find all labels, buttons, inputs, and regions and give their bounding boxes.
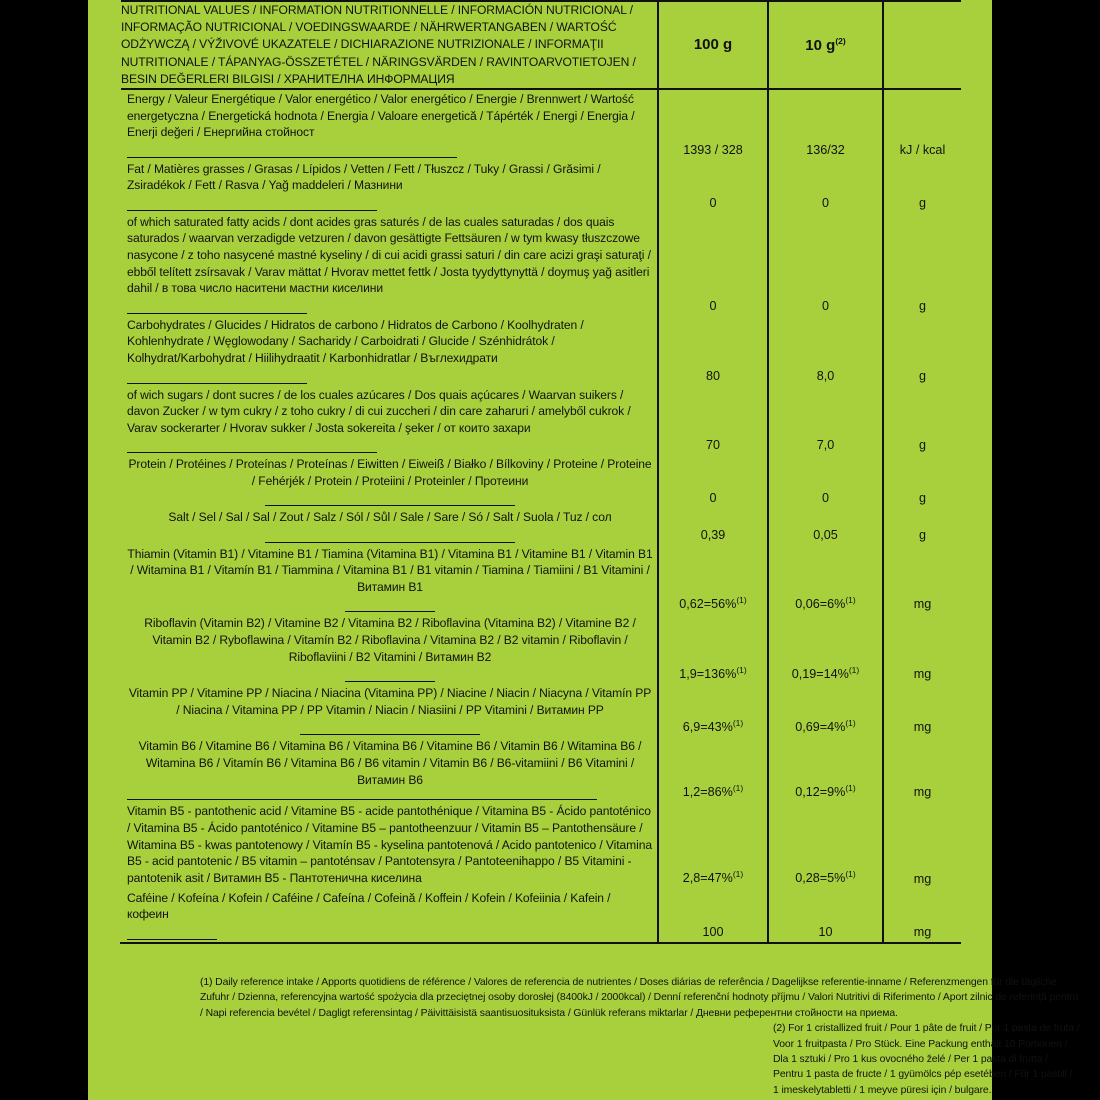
row-value-100g: 1393 / 328 <box>658 89 768 160</box>
rule <box>127 146 457 157</box>
rule <box>127 928 217 939</box>
row-label-riboflavin: Riboflavin (Vitamin B2) / Vitamine B2 / Vitamina B2 / Riboflavina (Vitamina B2) / Vitamine B2 / Vitamin B2 / Ryboflawina / Vitamín B2 / Riboflavina / Vitamina B2 / B2 vitamin / Riboflavin / Riboflaviini / B2 Vitamini / Витамин B2 <box>144 616 636 664</box>
table-row <box>121 316 961 386</box>
rule <box>345 671 435 682</box>
row-label-protein: Protein / Protéines / Proteínas / Proteínas / Eiwitten / Eiweiß / Białko / Bílkoviny / Proteine / Proteine / Fehérjék / Protein / Proteiini / Proteinler / Протеини <box>128 457 652 488</box>
rule <box>300 724 480 735</box>
table-row <box>121 508 961 544</box>
table-row <box>121 889 961 942</box>
row-value-10g-sup: (1) <box>845 595 856 606</box>
row-unit: mg <box>883 545 961 615</box>
rule <box>127 788 597 800</box>
row-label-salt: Salt / Sel / Sal / Sal / Zout / Salz / Sól / Sůl / Sale / Sare / Só / Salt / Suola / Tuz / сол <box>168 510 612 525</box>
row-value-100g: 1,2=86% <box>682 785 733 800</box>
rule <box>265 495 515 506</box>
row-value-10g-sup: (1) <box>845 718 856 729</box>
rule <box>265 531 515 542</box>
row-value-10g: 136/32 <box>768 89 883 160</box>
footnote-portion: (2) For 1 cristallized fruit / Pour 1 pâte de fruit / Por 1 pasta de fruta / Voor 1 fruitpasta / Pro Stück. Eine Packung enthält 10 Portionen / Dla 1 sztuki / Pro 1 kus ovocného želé / Per 1 pasta di frutta / Pentru 1 pasta de fructe / 1 gyümölcs pép esetében / För 1 pastill / 1 imeskelytabletti / 1 meyve püresi için / bulgare. <box>773 1023 1080 1096</box>
table-row <box>121 684 961 737</box>
row-value-100g: 0 <box>658 160 768 213</box>
row-value-10g: 0,69=4% <box>795 720 846 735</box>
row-value-100g: 2,8=47% <box>682 871 733 886</box>
footnote-daily-reference-intake: (1) Daily reference intake / Apports quotidiens de référence / Valores de referencia de nutrientes / Doses diárias de referência / Dagelijkse referentie-inname / Referenzmengen für die tägliche Zufuhr / Dzienna, referencyjna wartość spożycia dla przeciętnej osoby dorosłej (8400kJ / 2000kcal) / Denní referenční hodnoty příjmu / Valori Nutritivi di Riferimento / Aport zilnic de referinţă pentru / Napi referencia bevétel / Dagligt referensintag / Päivittäisistä saantisuosituksista / Günlük referans miktarlar / Дневни референтни стойности на приема. <box>200 977 1079 1019</box>
row-value-10g: 0 <box>768 213 883 316</box>
row-value-100g: 1,9=136% <box>679 667 737 682</box>
row-value-100g-sup: (1) <box>732 783 744 794</box>
row-unit: mg <box>883 889 961 942</box>
header-col-100g: 100 g <box>658 1 768 89</box>
row-unit: mg <box>883 684 961 737</box>
table-row <box>121 545 961 615</box>
row-unit: mg <box>883 802 961 888</box>
table-bottom-border <box>121 942 961 943</box>
row-value-10g-sup: (1) <box>848 665 860 676</box>
row-value-100g: 6,9=43% <box>682 720 733 735</box>
row-unit: g <box>883 213 961 316</box>
row-value-10g: 8,0 <box>768 316 883 386</box>
table-row <box>121 213 961 316</box>
table-row <box>121 160 961 213</box>
row-label-energy: Energy / Valeur Energétique / Valor energético / Valor energético / Energie / Brennwert / Wartość energetyczna / Energetická hodnota / Energia / Valoare energetică / Tápérték / Energi / Energia / Enerji değeri / Енергийна стойност <box>127 91 635 140</box>
table-row <box>121 614 961 684</box>
row-value-10g: 7,0 <box>768 386 883 456</box>
row-value-100g: 70 <box>658 386 768 456</box>
nutrition-table <box>120 0 961 944</box>
row-unit: g <box>883 508 961 544</box>
row-value-10g: 10 <box>768 889 883 942</box>
row-value-100g: 0 <box>658 455 768 508</box>
row-value-10g: 0,28=5% <box>795 871 846 886</box>
row-unit: g <box>883 455 961 508</box>
table-header-row <box>121 1 961 89</box>
row-value-10g-sup: (1) <box>845 783 856 794</box>
row-value-10g: 0,05 <box>768 508 883 544</box>
nutrition-table-area <box>120 0 960 944</box>
row-label-niacin: Vitamin PP / Vitamine PP / Niacina / Niacina (Vitamina PP) / Niacine / Niacin / Niacyna / Vitamín PP / Niacina / Vitamina PP / PP Vitamin / Niacin / Niasiini / PP Vitamini / Витамин PP <box>128 686 652 717</box>
header-col-10g-sup: (2) <box>835 35 846 46</box>
row-value-100g: 0,39 <box>658 508 768 544</box>
header-col-10g <box>768 1 883 89</box>
rule <box>345 601 435 612</box>
rule <box>127 199 377 210</box>
row-label-caffeine: Caféine / Kofeína / Kofein / Caféine / Cafeína / Cofeină / Koffein / Kofein / Kofeiinia / Kafein / кофеин <box>127 890 611 922</box>
row-value-100g-sup: (1) <box>736 665 747 676</box>
nutrition-label-panel <box>88 0 1080 1100</box>
header-nutritional-values: NUTRITIONAL VALUES / INFORMATION NUTRITIONNELLE / INFORMACIÓN NUTRICIONAL / INFORMAÇÃO NUTRICIONAL / VOEDINGSWAARDE / NÄHRWERTANGABEN / WARTOŚĆ ODŻYWCZĄ / VÝŽIVOVÉ UKAZATELE / DICHIARAZIONE NUTRIZIONALE / INFORMAŢII NUTRITIONALE / TÁPANYAG-ÖSSZETÉTEL / NÄRINGSVÄRDEN / RAVINTOARVOTIETOJEN / BESIN DEĞERLERI BILGISI / ХРАНИТЕЛНА ИНФОРМАЦИЯ <box>121 1 658 89</box>
rule <box>127 372 307 383</box>
rule <box>127 303 307 314</box>
header-col-unit <box>883 1 961 89</box>
row-value-10g: 0,12=9% <box>795 785 846 800</box>
row-label-fat: Fat / Matières grasses / Grasas / Lípidos / Vetten / Fett / Tłuszcz / Tuky / Grassi / Grăsimi / Zsiradékok / Fett / Rasva / Yağ maddeleri / Мазнини <box>127 161 601 193</box>
table-row <box>121 386 961 456</box>
row-value-100g: 0 <box>658 213 768 316</box>
footnotes <box>200 975 1080 1098</box>
row-value-10g: 0 <box>768 455 883 508</box>
row-unit: mg <box>883 737 961 802</box>
row-unit: mg <box>883 614 961 684</box>
table-row <box>121 89 961 160</box>
row-unit: g <box>883 386 961 456</box>
row-label-saturated-fat: of which saturated fatty acids / dont acides gras saturés / de las cuales saturadas / dos quais saturados / waarvan verzadigde vetzuren / davon gesättigte Fettsäuren / w tym kwasy tłuszczowe nasycone / z toho nasycené mastné kyseliny / di cui acidi grassi saturi / din care acizi graşi saturaţi / ebből telített zsírsavak / Varav mättat / Hvorav mettet fettk / Josta tyydyttynyttä / doymuş yağ asitleri dahil / в това число наситени мастни киселини <box>127 214 651 296</box>
row-value-10g-sup: (1) <box>845 869 856 880</box>
row-value-100g: 80 <box>658 316 768 386</box>
row-unit: g <box>883 316 961 386</box>
row-label-carbohydrates: Carbohydrates / Glucides / Hidratos de carbono / Hidratos de Carbono / Koolhydraten / Kohlenhydrate / Węglowodany / Sacharidy / Carboidrati / Glucide / Szénhidrátok / Kolhydrat/Karbohydrat / Hiilihydraatit / Karbonhidratlar / Въглехидрати <box>127 317 584 366</box>
row-value-100g: 0,62=56% <box>679 597 737 612</box>
row-unit: kJ / kcal <box>883 89 961 160</box>
table-row <box>121 455 961 508</box>
row-value-100g-sup: (1) <box>732 718 744 729</box>
row-unit: g <box>883 160 961 213</box>
table-row <box>121 737 961 802</box>
row-label-vitamin-b6: Vitamin B6 / Vitamine B6 / Vitamina B6 / Vitamina B6 / Vitamine B6 / Vitamin B6 / Witamina B6 / Witamina B6 / Vitamín B6 / Vitamina B6 / B6 vitamin / Vitamin B6 / B6-vitamiini / B6 Vitamini / Витамин B6 <box>138 739 642 787</box>
row-label-vitamin-b5: Vitamin B5 - pantothenic acid / Vitamine B5 - acide pantothénique / Vitamina B5 - Ácido pantoténico / Vitamina B5 - Ácido pantoténico / Vitamine B5 – pantotheenzuur / Vitamin B5 – Pantothensäure / Witamina B5 - kwas pantotenowy / Vitamín B5 - kyselina pantotenová / Acido pantotenico / Vitamina B5 - acid pantotenic / B5 vitamin – pantoténsav / Pantotensyra / Pantoteenihappo / B5 Vitamini - pantotenik asit / Витамин B5 - Пантотенична киселина <box>127 804 652 885</box>
row-value-100g-sup: (1) <box>736 595 747 606</box>
row-value-100g: 100 <box>658 889 768 942</box>
table-row <box>121 802 961 888</box>
header-col-10g-label: 10 g <box>805 36 836 54</box>
row-label-sugars: of wich sugars / dont sucres / de los cuales azúcares / Dos quais açúcares / Waarvan suikers / davon Zucker / w tym cukry / z toho cukry / di cui zuccheri / din care zaharuri / amelyből cukrok / Varav sockerarter / Hvorav sukker / Josta sokereita / şeker / от които захари <box>127 387 631 435</box>
row-value-10g: 0,19=14% <box>791 667 849 682</box>
rule <box>127 442 377 453</box>
row-label-thiamin: Thiamin (Vitamin B1) / Vitamine B1 / Tiamina (Vitamina B1) / Vitamina B1 / Vitamine B1 / Vitamin B1 / Witamina B1 / Vitamín B1 / Tiammina / Vitamina B1 / B1 vitamin / Tiamina / Tiamiini / B1 Vitamini / Витамин B1 <box>127 546 653 595</box>
row-value-100g-sup: (1) <box>732 869 744 880</box>
row-value-10g: 0,06=6% <box>795 597 846 612</box>
row-value-10g: 0 <box>768 160 883 213</box>
